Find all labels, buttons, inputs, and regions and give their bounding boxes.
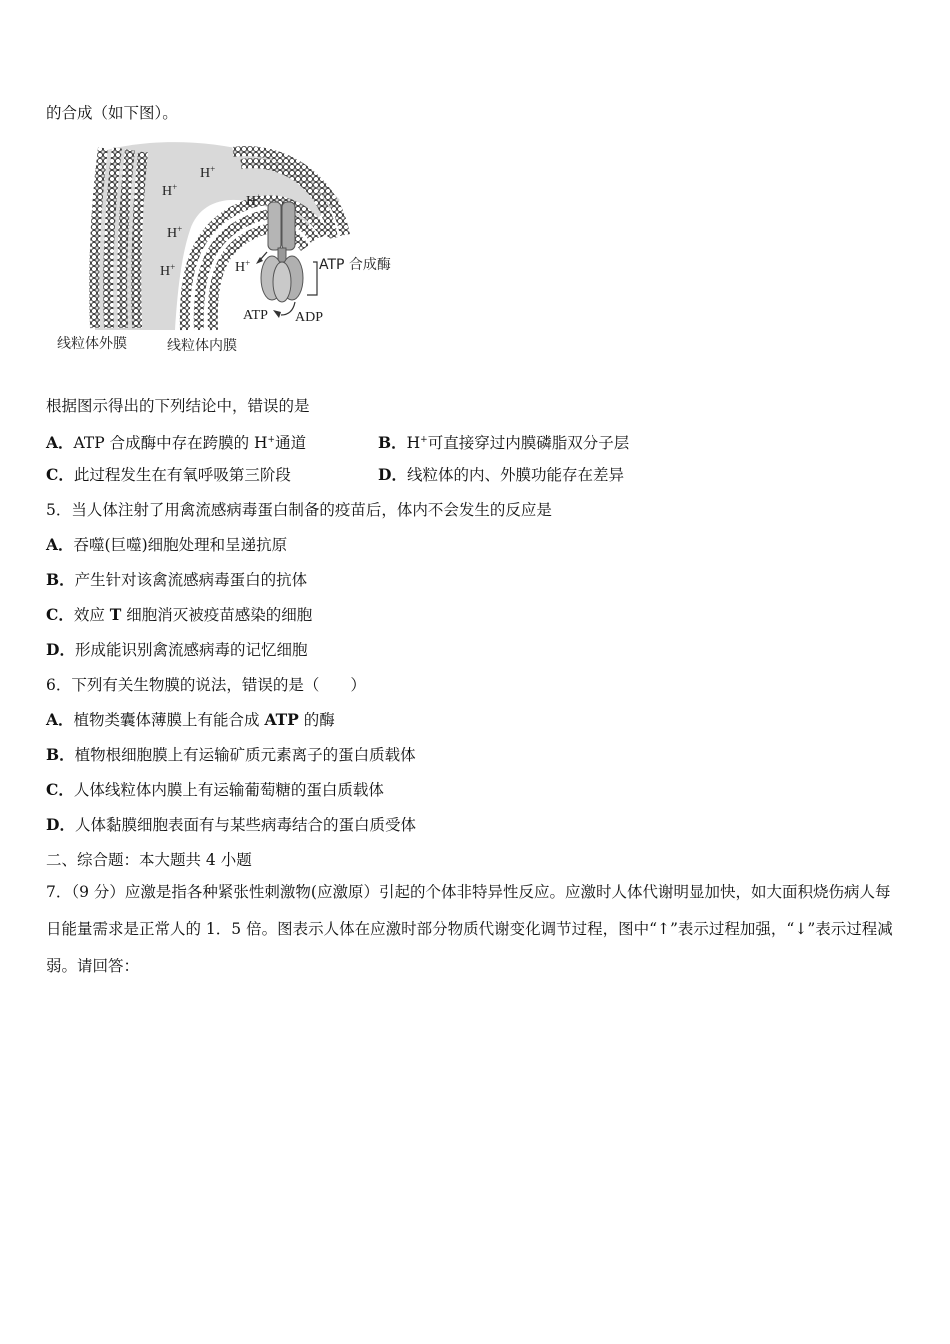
atp-synthase-label: ATP 合成酶	[319, 257, 391, 273]
h-ion-label: H+	[167, 224, 183, 241]
q6-option-b: B．植物根细胞膜上有运输矿质元素离子的蛋白质载体	[46, 745, 416, 764]
q5-stem: 5．当人体注射了用禽流感病毒蛋白制备的疫苗后，体内不会发生的反应是	[46, 501, 552, 519]
h-ion-label: H+	[160, 262, 176, 279]
bracket-line-icon	[307, 262, 317, 295]
q5-option-a: A．吞噬(巨噬)细胞处理和呈递抗原	[46, 535, 288, 554]
q5-option-b: B．产生针对该禽流感病毒蛋白的抗体	[46, 570, 308, 589]
q4-option-d: D．线粒体的内、外膜功能存在差异	[378, 465, 624, 484]
intro-line: 的合成（如下图）。	[46, 104, 178, 122]
h-ion-label: H+	[246, 192, 262, 209]
q7-paragraph: 7．（9 分）应激是指各种紧张性刺激物(应激原）引起的个体非特异性反应。应激时人体代谢明显加快，如大面积烧伤病人每日能量需求是正常人的 1．5 倍。图表示人体在应激时部分物质代谢变化调节过程，图中“↑”表示过程加强，“↓”表示过程减弱。请回答：	[46, 883, 893, 975]
q5-option-c: C．效应 T 细胞消灭被疫苗感染的细胞	[46, 605, 313, 624]
q4-option-c: C．此过程发生在有氧呼吸第三阶段	[46, 465, 291, 484]
q6-option-c: C．人体线粒体内膜上有运输葡萄糖的蛋白质载体	[46, 780, 384, 799]
section-heading: 二、综合题：本大题共 4 小题	[46, 851, 252, 869]
q4-options-row-1	[46, 430, 630, 453]
q6-stem: 6．下列有关生物膜的说法，错误的是（ ）	[46, 676, 366, 694]
membrane-diagram	[55, 140, 410, 360]
q5-option-d: D．形成能识别禽流感病毒的记忆细胞	[46, 640, 308, 659]
inner-membrane-label: 线粒体内膜	[167, 338, 237, 354]
q6-option-a: A．植物类囊体薄膜上有能合成 ATP 的酶	[46, 710, 335, 729]
h-ion-label: H+	[235, 258, 251, 275]
adp-to-atp-arrow-icon	[281, 302, 295, 315]
atp-label: ATP	[243, 308, 268, 323]
q4-stem: 根据图示得出的下列结论中，错误的是	[46, 397, 310, 415]
h-ion-label: H+	[200, 164, 216, 181]
h-ion-label: H+	[162, 182, 178, 199]
q4-options-row-2	[46, 465, 624, 485]
q4-option-a: A．ATP 合成酶中存在跨膜的 H+通道	[46, 433, 307, 452]
adp-label: ADP	[295, 310, 324, 325]
q4-option-b: B．H+可直接穿过内膜磷脂双分子层	[378, 433, 630, 452]
mitochondria-membrane-figure	[55, 140, 410, 360]
q6-option-d: D．人体黏膜细胞表面有与某些病毒结合的蛋白质受体	[46, 815, 416, 834]
outer-membrane-label: 线粒体外膜	[57, 336, 127, 352]
arrowhead-icon	[273, 310, 281, 318]
